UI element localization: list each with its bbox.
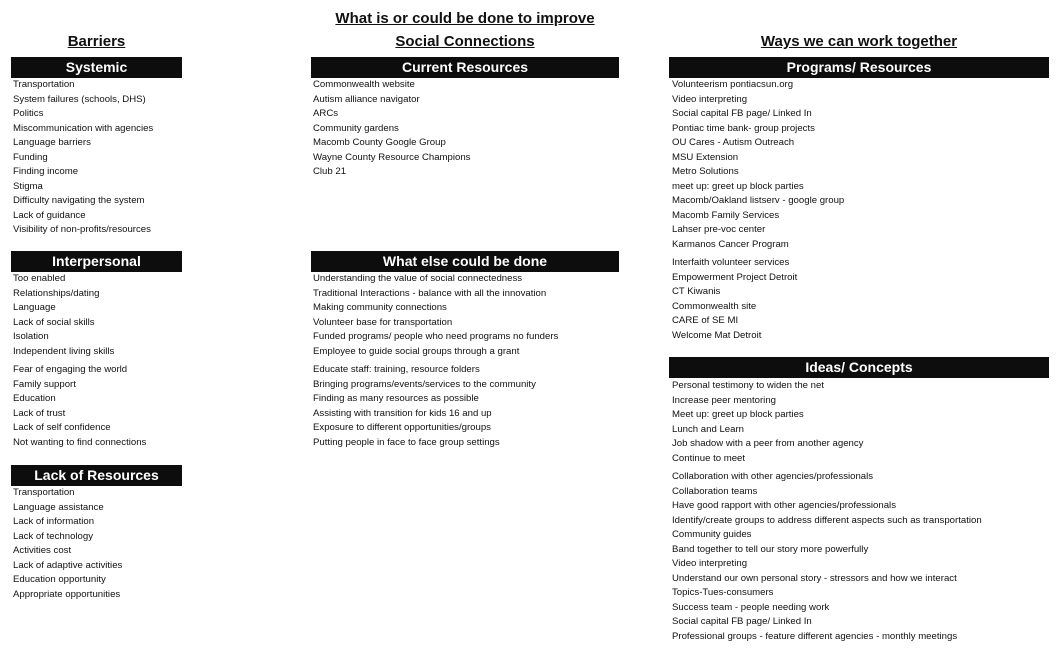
list-item: Karmanos Cancer Program xyxy=(672,238,789,250)
list-item: Commonwealth website xyxy=(313,79,415,90)
list-item: Stigma xyxy=(13,180,43,192)
list-item: Lack of social skills xyxy=(13,316,95,328)
list-item: System failures (schools, DHS) xyxy=(13,93,146,105)
list-item: Transportation xyxy=(13,79,75,90)
list-item: Macomb County Google Group xyxy=(313,137,446,148)
lack-of-resources-header: Lack of Resources xyxy=(11,465,182,486)
list-item: Not wanting to find connections xyxy=(13,436,147,448)
list-item: Video interpreting xyxy=(672,558,748,569)
list-item: Topics-Tues-consumers xyxy=(672,587,774,598)
list-item: Volunteerism pontiacsun.org xyxy=(672,79,794,90)
list-item: Interfaith volunteer services xyxy=(672,257,790,268)
list-item: Funded programs/ people who need programs no funders xyxy=(313,331,559,342)
current-resources-list xyxy=(313,78,470,180)
list-item: Personal testimony to widen the net xyxy=(672,380,824,391)
list-item: Exposure to different opportunities/groups xyxy=(313,422,491,433)
work-together-heading: Ways we can work together xyxy=(760,33,958,50)
list-item: Commonwealth site xyxy=(672,300,757,312)
list-item: Social capital FB page/ Linked In xyxy=(672,108,812,119)
list-item: Job shadow with a peer from another agency xyxy=(672,438,864,449)
list-item: Activities cost xyxy=(13,545,72,556)
list-item: Have good rapport with other agencies/professionals xyxy=(672,500,896,511)
list-item: Language assistance xyxy=(13,501,104,513)
list-item: Isolation xyxy=(13,331,49,342)
list-item: Lack of trust xyxy=(13,407,66,419)
list-item: Success team - people needing work xyxy=(672,601,830,613)
list-item: Educate staff: training, resource folders xyxy=(313,364,480,375)
list-item: Independent living skills xyxy=(13,345,115,357)
list-item: Difficulty navigating the system xyxy=(13,195,145,206)
list-item: Autism alliance navigator xyxy=(313,93,420,105)
interpersonal-header: Interpersonal xyxy=(11,251,182,272)
list-item: Lunch and Learn xyxy=(672,423,745,435)
list-item: OU Cares - Autism Outreach xyxy=(672,137,795,148)
list-item: Assisting with transition for kids 16 and up xyxy=(313,407,492,419)
list-item: Making community connections xyxy=(313,302,447,313)
list-item: Understand our own personal story - stressors and how we interact xyxy=(672,572,957,584)
list-item: Increase peer mentoring xyxy=(672,394,776,406)
list-item: Collaboration teams xyxy=(672,485,758,497)
list-item: Wayne County Resource Champions xyxy=(313,151,471,163)
list-item: Continue to meet xyxy=(672,452,746,464)
list-item: Putting people in face to face group settings xyxy=(313,436,500,448)
list-item: Politics xyxy=(13,108,44,119)
list-item: Employee to guide social groups through a grant xyxy=(313,345,520,357)
improve-heading-line1: What is or could be done to improve xyxy=(335,10,595,27)
list-item: Band together to tell our story more powerfully xyxy=(672,543,869,555)
systemic-header: Systemic xyxy=(11,57,182,78)
list-item: ARCs xyxy=(313,108,339,119)
list-item: Finding as many resources as possible xyxy=(313,393,479,404)
list-item: Miscommunication with agencies xyxy=(13,122,154,134)
ideas-concepts-header: Ideas/ Concepts xyxy=(669,357,1049,378)
list-item: Funding xyxy=(13,151,48,163)
what-else-header: What else could be done xyxy=(311,251,619,272)
programs-resources-list xyxy=(672,78,844,343)
list-item: Education opportunity xyxy=(13,574,106,585)
list-item: Lack of information xyxy=(13,516,95,527)
list-item: Family support xyxy=(13,378,76,390)
list-item: MSU Extension xyxy=(672,151,739,163)
list-item: Fear of engaging the world xyxy=(13,364,128,375)
list-item: meet up: greet up block parties xyxy=(672,180,804,192)
list-item: Video interpreting xyxy=(672,93,748,105)
list-item: Empowerment Project Detroit xyxy=(672,271,798,283)
lack-of-resources-list xyxy=(13,486,122,602)
list-item: Professional groups - feature different agencies - monthly meetings xyxy=(672,630,958,642)
list-item: Transportation xyxy=(13,487,75,498)
list-item: Lack of self confidence xyxy=(13,422,111,433)
barriers-heading: Barriers xyxy=(67,33,126,50)
list-item: Visibility of non-profits/resources xyxy=(13,224,151,235)
list-item: Meet up: greet up block parties xyxy=(672,409,804,420)
list-item: Traditional Interactions - balance with all the innovation xyxy=(313,287,547,299)
list-item: Lahser pre-voc center xyxy=(672,224,766,235)
list-item: Social capital FB page/ Linked In xyxy=(672,616,812,627)
list-item: Club 21 xyxy=(313,166,347,177)
current-resources-header: Current Resources xyxy=(311,57,619,78)
list-item: Language barriers xyxy=(13,137,91,148)
list-item: Collaboration with other agencies/professionals xyxy=(672,471,874,482)
list-item: Lack of guidance xyxy=(13,209,86,221)
list-item: Pontiac time bank- group projects xyxy=(672,122,815,134)
list-item: Relationships/dating xyxy=(13,287,100,299)
list-item: Language xyxy=(13,302,56,313)
list-item: Finding income xyxy=(13,166,79,177)
interpersonal-list xyxy=(13,272,146,450)
list-item: Understanding the value of social connectedness xyxy=(313,273,523,284)
list-item: CARE of SE MI xyxy=(672,315,739,326)
list-item: Volunteer base for transportation xyxy=(313,316,453,328)
list-item: Identify/create groups to address different aspects such as transportation xyxy=(672,514,982,526)
ideas-concepts-list xyxy=(672,379,982,644)
list-item: Appropriate opportunities xyxy=(13,588,121,600)
list-item: Community guides xyxy=(672,529,752,540)
list-item: Education xyxy=(13,393,56,404)
list-item: Macomb/Oakland listserv - google group xyxy=(672,195,845,206)
list-item: Too enabled xyxy=(13,273,66,284)
programs-resources-header: Programs/ Resources xyxy=(669,57,1049,78)
list-item: Community gardens xyxy=(313,122,399,134)
systemic-list xyxy=(13,78,153,238)
list-item: Metro Solutions xyxy=(672,166,739,177)
what-else-list xyxy=(313,272,558,450)
list-item: Bringing programs/events/services to the community xyxy=(313,378,536,390)
list-item: Lack of technology xyxy=(13,530,94,542)
list-item: CT Kiwanis xyxy=(672,286,721,297)
list-item: Welcome Mat Detroit xyxy=(672,329,762,341)
list-item: Macomb Family Services xyxy=(672,209,780,221)
list-item: Lack of adaptive activities xyxy=(13,559,123,571)
improve-heading-line2: Social Connections xyxy=(395,33,535,50)
